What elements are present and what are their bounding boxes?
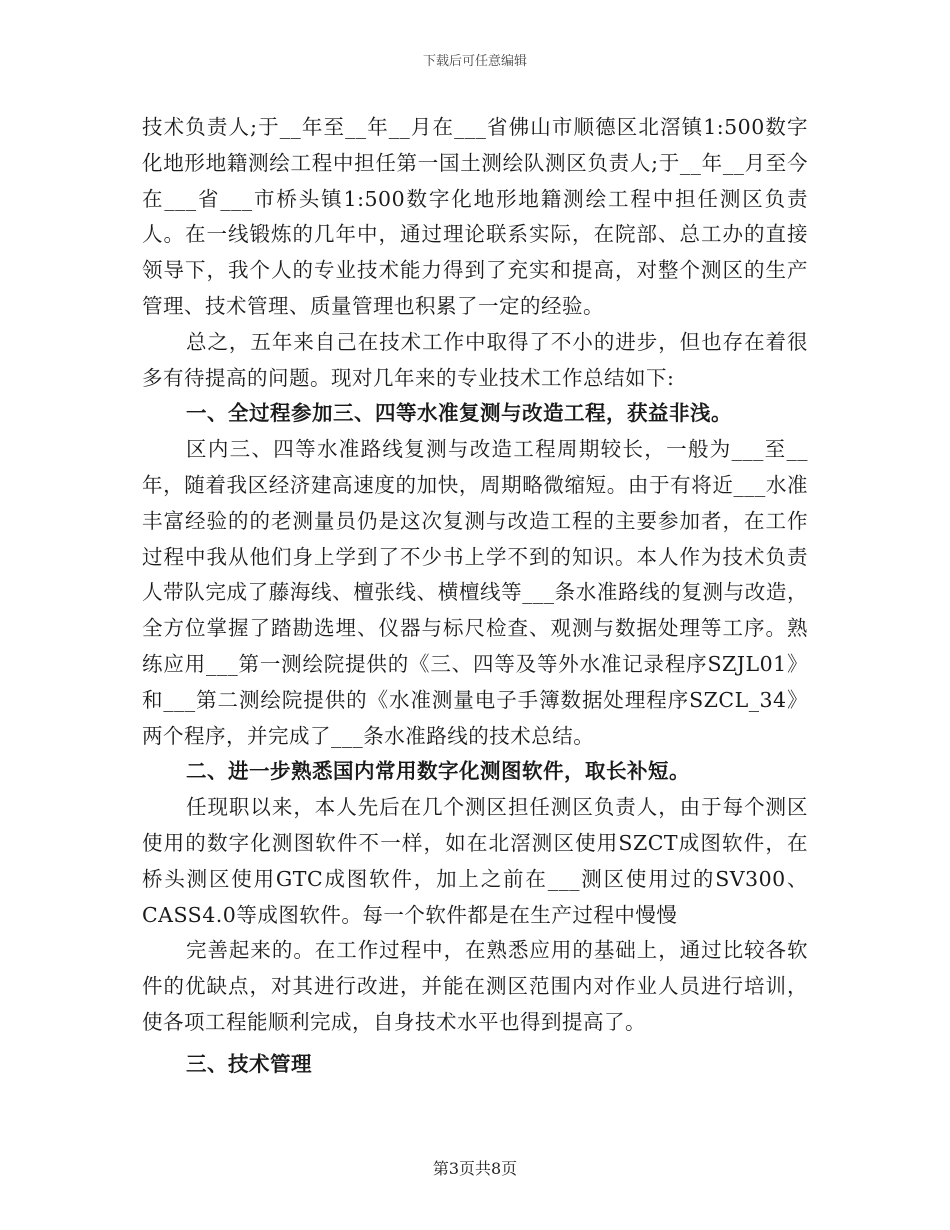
section-heading-1: 一、全过程参加三、四等水准复测与改造工程，获益非浅。 xyxy=(186,401,732,426)
section-heading-2: 二、进一步熟悉国内常用数字化测图软件，取长补短。 xyxy=(186,759,690,784)
document-body xyxy=(142,110,808,1083)
paragraph-4: 任现职以来，本人先后在几个测区担任测区负责人，由于每个测区使用的数字化测图软件不一样，如在北滘测区使用SZCT成图软件，在桥头测区使用GTC成图软件，加上之前在___测区使用过的SV300、CASS4.0等成图软件。每一个软件都是在生产过程中慢慢 xyxy=(142,795,808,927)
paragraph-3: 区内三、四等水准路线复测与改造工程周期较长，一般为___至__年，随着我区经济建高速度的加快，周期略微缩短。由于有将近___水准丰富经验的的老测量员仍是这次复测与改造工程的主要参加者，在工作过程中我从他们身上学到了不少书上学不到的知识。本人作为技术负责人带队完成了藤海线、檀张线、横檀线等___条水准路线的复测与改造，全方位掌握了踏勘选埋、仪器与标尺检查、观测与数据处理等工序。熟练应用___第一测绘院提供的《三、四等及等外水准记录程序SZJL01》和___第二测绘院提供的《水准测量电子手簿数据处理程序SZCL_34》两个程序，并完成了___条水准路线的技术总结。 xyxy=(142,437,808,748)
paragraph-2: 总之，五年来自己在技术工作中取得了不小的进步，但也存在着很多有待提高的问题。现对几年来的专业技术工作总结如下: xyxy=(142,329,808,390)
paragraph-5: 完善起来的。在工作过程中，在熟悉应用的基础上，通过比较各软件的优缺点，对其进行改进，并能在测区范围内对作业人员进行培训，使各项工程能顺利完成，自身技术水平也得到提高了。 xyxy=(142,938,808,1034)
page-header-note: 下载后可任意编辑 xyxy=(422,54,527,69)
page-number: 第3页共8页 xyxy=(432,1159,518,1178)
section-heading-3: 三、技术管理 xyxy=(186,1051,312,1076)
paragraph-1: 技术负责人;于__年至__年__月在___省佛山市顺德区北滘镇1:500数字化地形地籍测绘工程中担任第一国土测绘队测区负责人;于__年__月至今在___省___市桥头镇1:500数字化地形地籍测绘工程中担任测区负责人。在一线锻炼的几年中，通过理论联系实际，在院部、总工办的直接领导下，我个人的专业技术能力得到了充实和提高，对整个测区的生产管理、技术管理、质量管理也积累了一定的经验。 xyxy=(142,115,808,318)
